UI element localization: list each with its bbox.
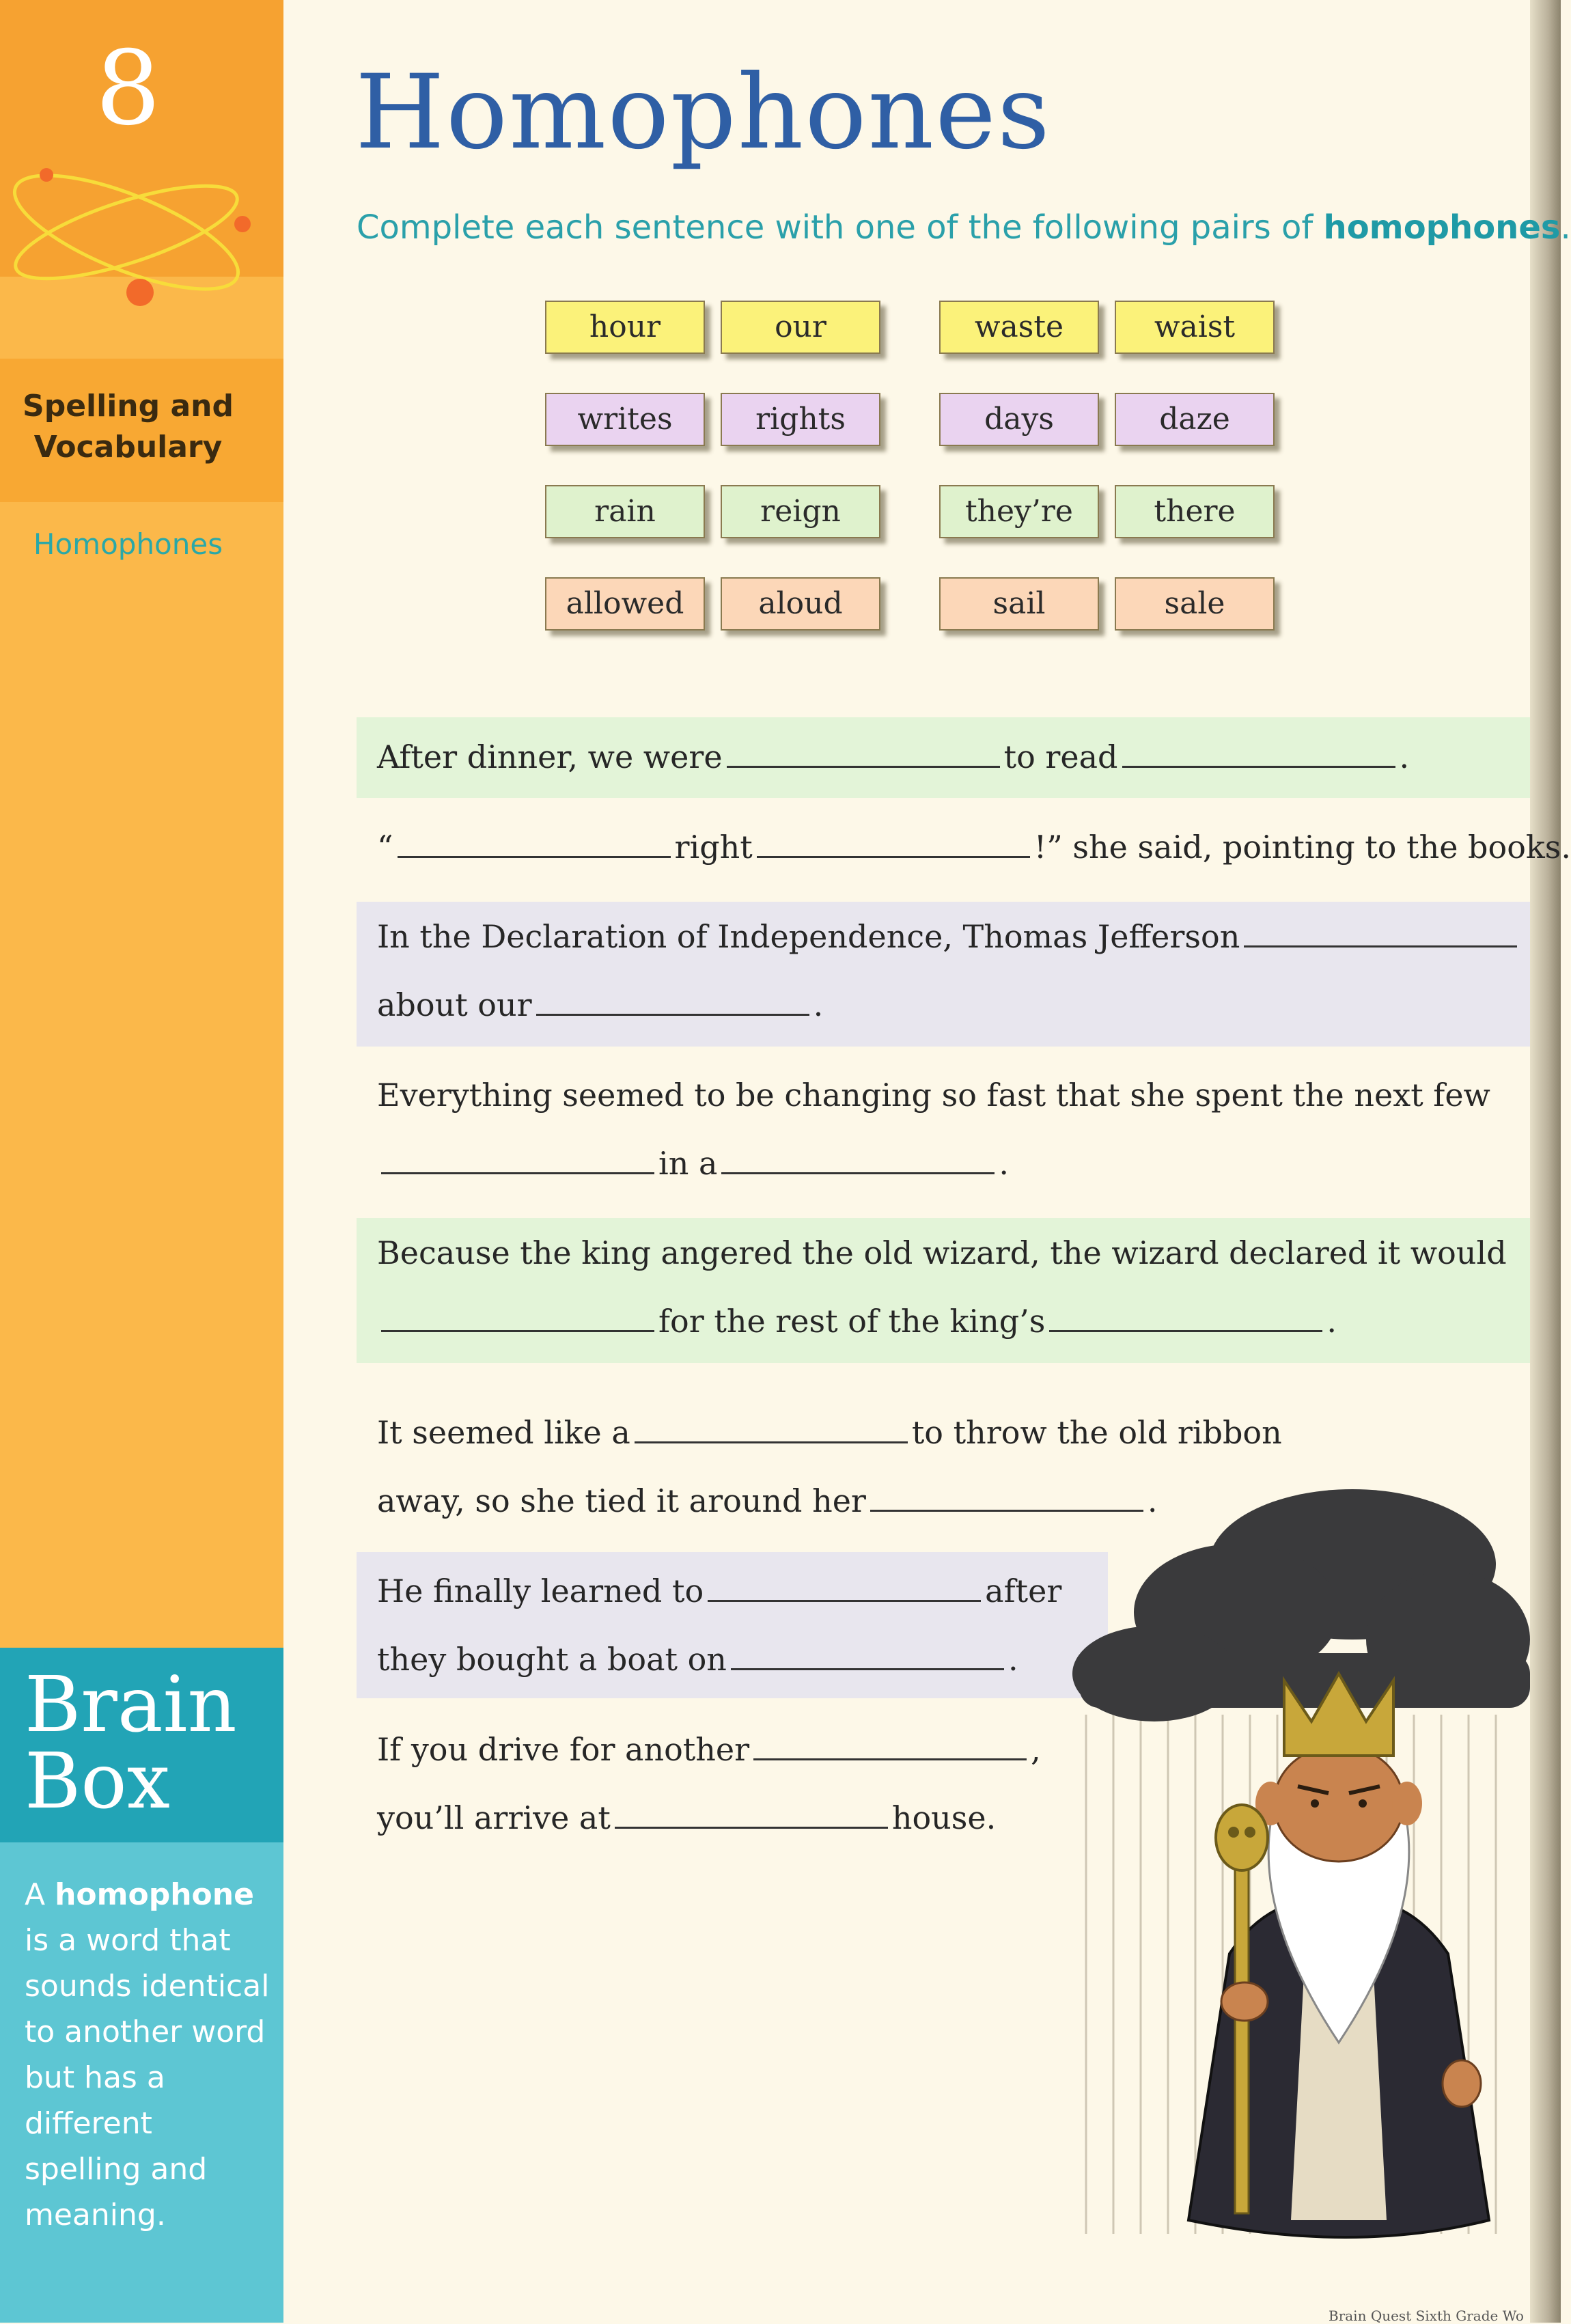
sentence-text: If you drive for another — [377, 1731, 750, 1768]
word-tile: waist — [1115, 301, 1275, 354]
sentence-text: Because the king angered the old wizard, the wizard declared it would — [377, 1234, 1507, 1271]
chapter-number: 8 — [95, 29, 161, 148]
sentence-text: It seemed like a — [377, 1414, 630, 1451]
word-tile: reign — [721, 485, 880, 538]
brain-box-text-rest: is a word that sounds identical to another word but has a different spelling and meaning. — [25, 1923, 270, 2232]
sentence-text: . — [1007, 1641, 1018, 1678]
sentence-2 — [377, 827, 1571, 868]
sentence-text: to throw the old ribbon — [911, 1414, 1282, 1451]
sentence-4b — [377, 1143, 1009, 1184]
answer-blank[interactable] — [536, 985, 809, 1016]
sentence-6b — [377, 1480, 1158, 1521]
sentence-text: for the rest of the king’s — [658, 1303, 1046, 1340]
wizard-illustration — [1066, 1482, 1530, 2254]
word-tile: there — [1115, 485, 1275, 538]
instructions-prefix: Complete each sentence with one of the following pairs of — [357, 208, 1324, 247]
sentence-3a — [377, 916, 1521, 957]
sentence-text: after — [985, 1573, 1062, 1609]
sentence-text: . — [1399, 738, 1410, 775]
sentence-text: in a — [658, 1145, 718, 1182]
sentence-text: . — [1326, 1303, 1337, 1340]
chapter-block — [0, 0, 283, 277]
section-title-line1: Spelling and — [23, 389, 234, 424]
sentence-text: . — [813, 986, 824, 1023]
sentence-8b — [377, 1797, 996, 1838]
brain-box-title-line2: Box — [25, 1737, 170, 1826]
answer-blank[interactable] — [635, 1413, 908, 1443]
sentence-text: Everything seemed to be changing so fast that she spent the next few — [377, 1077, 1490, 1113]
answer-blank[interactable] — [731, 1640, 1004, 1670]
answer-blank[interactable] — [1122, 737, 1395, 768]
sentence-5a — [377, 1232, 1507, 1273]
sentence-4a — [377, 1075, 1490, 1116]
instructions-keyword: homophones — [1323, 208, 1561, 247]
word-tile: writes — [545, 393, 705, 446]
sentence-7a — [377, 1571, 1061, 1611]
answer-blank[interactable] — [1049, 1301, 1322, 1332]
answer-blank[interactable] — [615, 1798, 888, 1829]
word-tile: waste — [939, 301, 1099, 354]
atom-icon — [0, 157, 283, 335]
brain-box-text-prefix: A — [25, 1877, 55, 1912]
brain-box-title-line1: Brain — [25, 1661, 237, 1749]
word-tile: aloud — [721, 577, 880, 631]
section-subtitle: Homophones — [33, 527, 223, 561]
word-tile: allowed — [545, 577, 705, 631]
instructions-suffix: . — [1560, 208, 1571, 247]
sentence-text: , — [1031, 1731, 1041, 1768]
page-edge — [1530, 0, 1561, 2323]
section-title-line2: Vocabulary — [33, 430, 223, 465]
brain-box-keyword: homophone — [55, 1877, 254, 1912]
sentence-3b — [377, 984, 823, 1025]
sentence-text: “ — [377, 829, 393, 866]
sentence-text: He finally learned to — [377, 1573, 704, 1609]
sentence-text: In the Declaration of Independence, Thomas Jefferson — [377, 918, 1240, 955]
section-title — [0, 386, 256, 468]
word-tile: sale — [1115, 577, 1275, 631]
storm-cloud-illustration — [1072, 1489, 1530, 1721]
sentence-5b — [377, 1301, 1337, 1342]
answer-blank[interactable] — [381, 1301, 654, 1332]
word-tile: our — [721, 301, 880, 354]
sentence-text: away, so she tied it around her — [377, 1482, 866, 1519]
answer-blank[interactable] — [381, 1144, 654, 1174]
word-tile: sail — [939, 577, 1099, 631]
word-tile: rain — [545, 485, 705, 538]
answer-blank[interactable] — [753, 1730, 1027, 1760]
answer-blank[interactable] — [398, 827, 671, 858]
sentence-text: After dinner, we were — [377, 738, 723, 775]
answer-blank[interactable] — [1244, 917, 1517, 947]
answer-blank[interactable] — [708, 1571, 981, 1602]
sentence-text: to read — [1003, 738, 1118, 775]
answer-blank[interactable] — [727, 737, 1000, 768]
sentence-7b — [377, 1639, 1018, 1680]
answer-blank[interactable] — [757, 827, 1030, 858]
page-title: Homophones — [355, 53, 1051, 172]
sentence-text: about our — [377, 986, 532, 1023]
brain-box-title — [25, 1661, 284, 1826]
sentence-6a — [377, 1412, 1282, 1453]
word-tile: hour — [545, 301, 705, 354]
sentence-text: they bought a boat on — [377, 1641, 727, 1678]
sentence-1 — [377, 736, 1409, 777]
word-tile: they’re — [939, 485, 1099, 538]
brain-box-text — [25, 1872, 270, 2238]
sentence-text: you’ll arrive at — [377, 1799, 611, 1836]
word-tile: rights — [721, 393, 880, 446]
sentence-text: !” she said, pointing to the books. — [1033, 829, 1571, 866]
sentence-text: . — [999, 1145, 1010, 1182]
word-tile: daze — [1115, 393, 1275, 446]
sentence-text: . — [1147, 1482, 1158, 1519]
page-footer: Brain Quest Sixth Grade Wo — [1329, 2308, 1524, 2324]
sentence-8a — [377, 1729, 1041, 1770]
word-tile: days — [939, 393, 1099, 446]
answer-blank[interactable] — [721, 1144, 995, 1174]
sentence-text: right — [674, 829, 753, 866]
instructions — [357, 208, 1571, 247]
sentence-text: house. — [891, 1799, 997, 1836]
